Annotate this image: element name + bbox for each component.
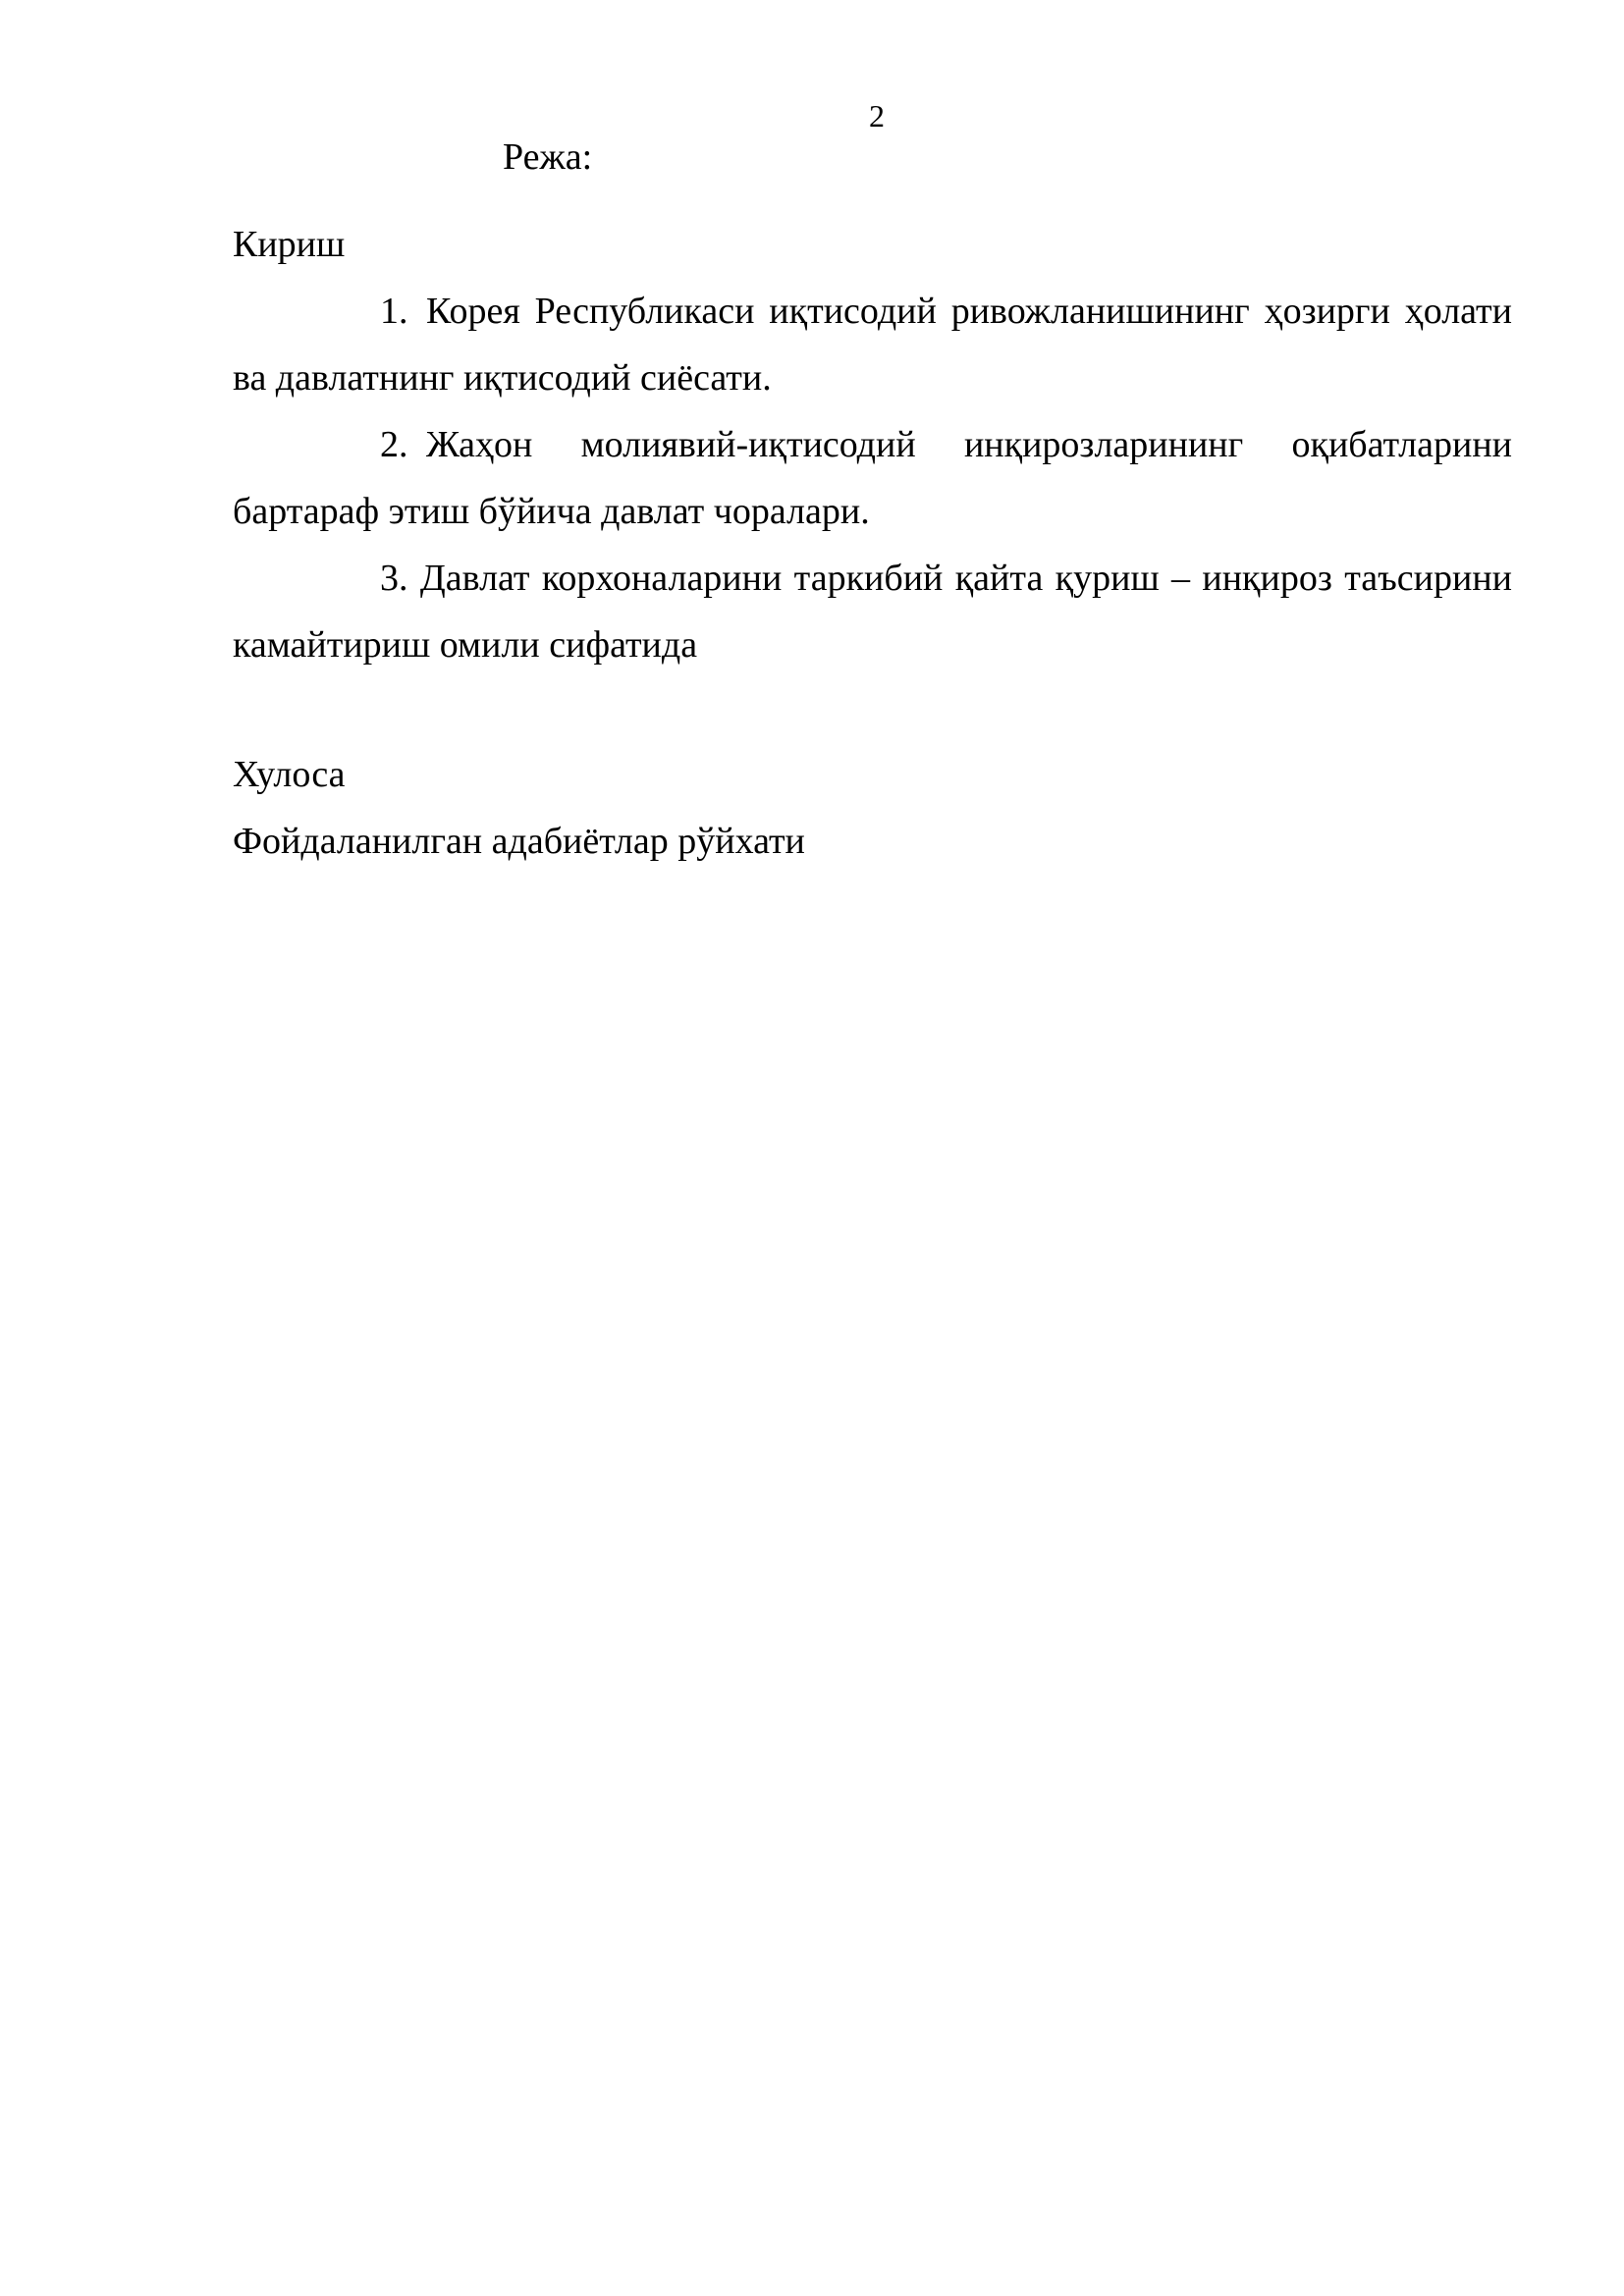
plan-item-number: 2. — [380, 424, 408, 465]
plan-item-text: Корея Республикаси иқтисодий ривожланишининг ҳозирги ҳолати ва давлатнинг иқтисодий сиёсати. — [233, 291, 1512, 399]
plan-items — [233, 278, 1512, 678]
references-heading: Фойдаланилган адабиётлар рўйхати — [233, 821, 805, 862]
plan-title: Режа: — [503, 136, 593, 178]
intro-heading: Кириш — [233, 224, 346, 265]
conclusion-heading: Хулоса — [233, 754, 346, 795]
plan-item-text: Давлат корхоналарини таркибий қайта қуриш – инқироз таъсирини камайтириш омили сифатида — [233, 558, 1512, 666]
plan-item-number: 1. — [380, 291, 408, 332]
page-number: 2 — [869, 98, 885, 133]
plan-item-3 — [233, 545, 1512, 678]
plan-item-text: Жаҳон молиявий-иқтисодий инқирозларининг оқибатларини бартараф этиш бўйича давлат чоралари. — [233, 424, 1512, 532]
plan-item-number: 3. — [380, 558, 408, 599]
plan-item-1 — [233, 278, 1512, 411]
plan-item-2 — [233, 411, 1512, 545]
